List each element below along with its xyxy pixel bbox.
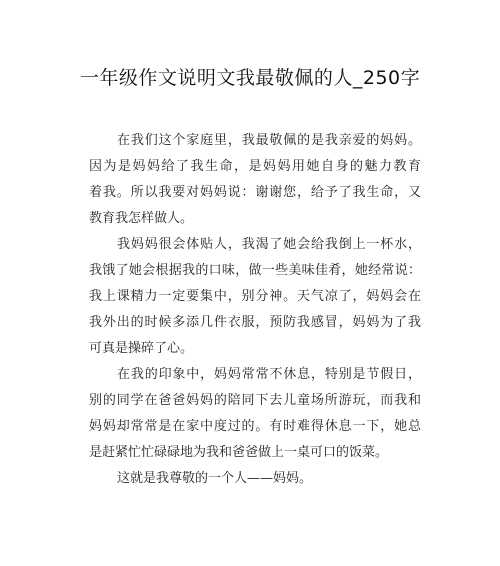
paragraph-line: 我妈妈很会体贴人，我渴了她会给我倒上一杯水， <box>117 237 421 252</box>
paragraph-line: 别的同学在爸爸妈妈的陪同下去儿童场所游玩，而我和 <box>89 393 421 408</box>
paragraph-line: 这就是我尊敬的一个人——妈妈。 <box>117 471 313 486</box>
paragraph-line: 在我的印象中，妈妈常常不休息，特别是节假日， <box>117 367 421 382</box>
document-body <box>89 128 421 492</box>
paragraph-line: 教育我怎样做人。 <box>89 211 194 226</box>
paragraph-line: 我上课精力一定要集中，别分神。天气凉了，妈妈会在 <box>89 289 421 304</box>
paragraph-line: 是赶紧忙忙碌碌地为我和爸爸做上一桌可口的饭菜。 <box>89 445 389 460</box>
paragraph-line: 我饿了她会根据我的口味，做一些美味佳肴，她经常说： <box>89 263 421 278</box>
paragraph-line: 可真是操碎了心。 <box>89 341 194 356</box>
paragraph-line: 在我们这个家庭里，我最敬佩的是我亲爱的妈妈。 <box>117 133 421 148</box>
paragraph-line: 我外出的时候多添几件衣服，预防我感冒，妈妈为了我 <box>89 315 421 330</box>
paragraph-line: 因为是妈妈给了我生命，是妈妈用她自身的魅力教育 <box>89 159 421 174</box>
document-title: 一年级作文说明文我最敬佩的人_250字 <box>79 67 421 89</box>
paragraph-line: 妈妈却常常是在家中度过的。有时难得休息一下，她总 <box>89 419 421 434</box>
paragraph-line: 着我。所以我要对妈妈说：谢谢您，给予了我生命，又 <box>89 185 421 200</box>
